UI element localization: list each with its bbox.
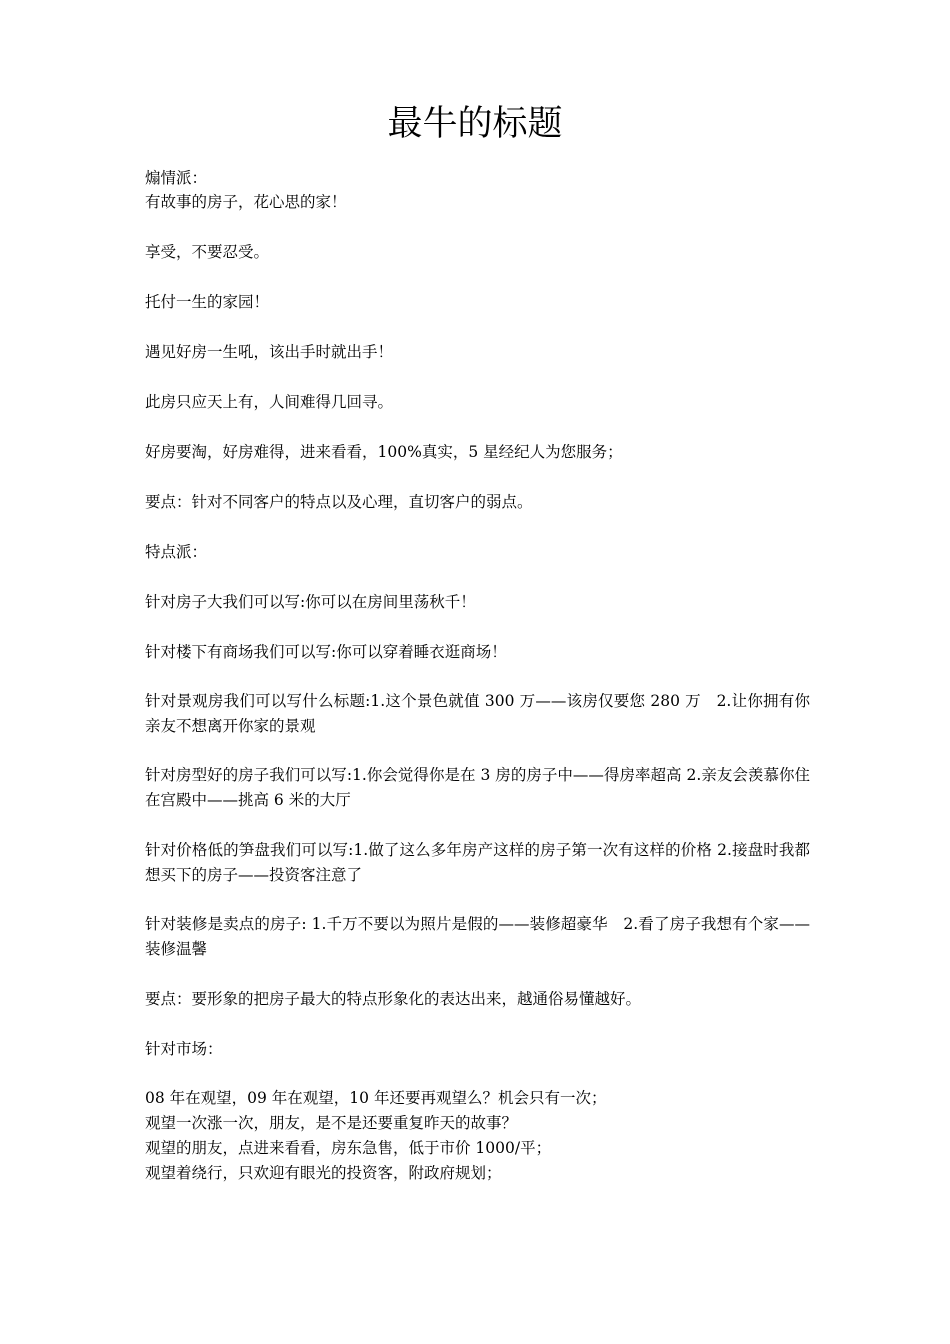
text-line: 针对房子大我们可以写:你可以在房间里荡秋千！ [145,593,476,611]
text-paragraph: 针对价格低的笋盘我们可以写:1.做了这么多年房产这样的房子第一次有这样的价格 2.接盘时我都想买下的房子——投资客注意了 [145,841,810,884]
text-line: 此房只应天上有，人间难得几回寻。 [145,393,394,411]
text-paragraph: 针对房型好的房子我们可以写:1.你会觉得你是在 3 房的房子中——得房率超高 2.亲友会羡慕你住在宫殿中——挑高 6 米的大厅 [145,766,810,809]
text-line: 遇见好房一生吼，该出手时就出手！ [145,343,394,361]
text-line: 观望着绕行，只欢迎有眼光的投资客，附政府规划； [145,1164,502,1182]
section-heading-features: 特点派： [145,543,208,561]
section-heading-market: 针对市场： [145,1040,223,1058]
key-point-line: 要点：针对不同客户的特点以及心理，直切客户的弱点。 [145,493,533,511]
text-paragraph: 针对景观房我们可以写什么标题:1.这个景色就值 300 万——该房仅要您 280 万 2.让你拥有你亲友不想离开你家的景观 [145,692,810,735]
text-line: 有故事的房子，花心思的家！ [145,193,347,211]
text-line: 针对楼下有商场我们可以写:你可以穿着睡衣逛商场！ [145,643,507,661]
text-line: 好房要淘，好房难得，进来看看，100%真实，5 星经纪人为您服务； [145,443,623,461]
text-paragraph: 针对装修是卖点的房子: 1.千万不要以为照片是假的——装修超豪华 2.看了房子我想有个家——装修温馨 [145,915,810,958]
text-line: 观望的朋友，点进来看看，房东急售，低于市价 1000/平； [145,1139,552,1157]
text-line: 托付一生的家园！ [145,293,270,311]
page-title: 最牛的标题 [387,104,563,144]
section-heading-emotional: 煽情派： [145,169,208,187]
text-line: 08 年在观望，09 年在观望，10 年还要再观望么？机会只有一次； [145,1089,607,1107]
key-point-line: 要点：要形象的把房子最大的特点形象化的表达出来，越通俗易懂越好。 [145,990,642,1008]
text-line: 享受，不要忍受。 [145,243,270,261]
text-line: 观望一次涨一次，朋友，是不是还要重复昨天的故事？ [145,1114,518,1132]
